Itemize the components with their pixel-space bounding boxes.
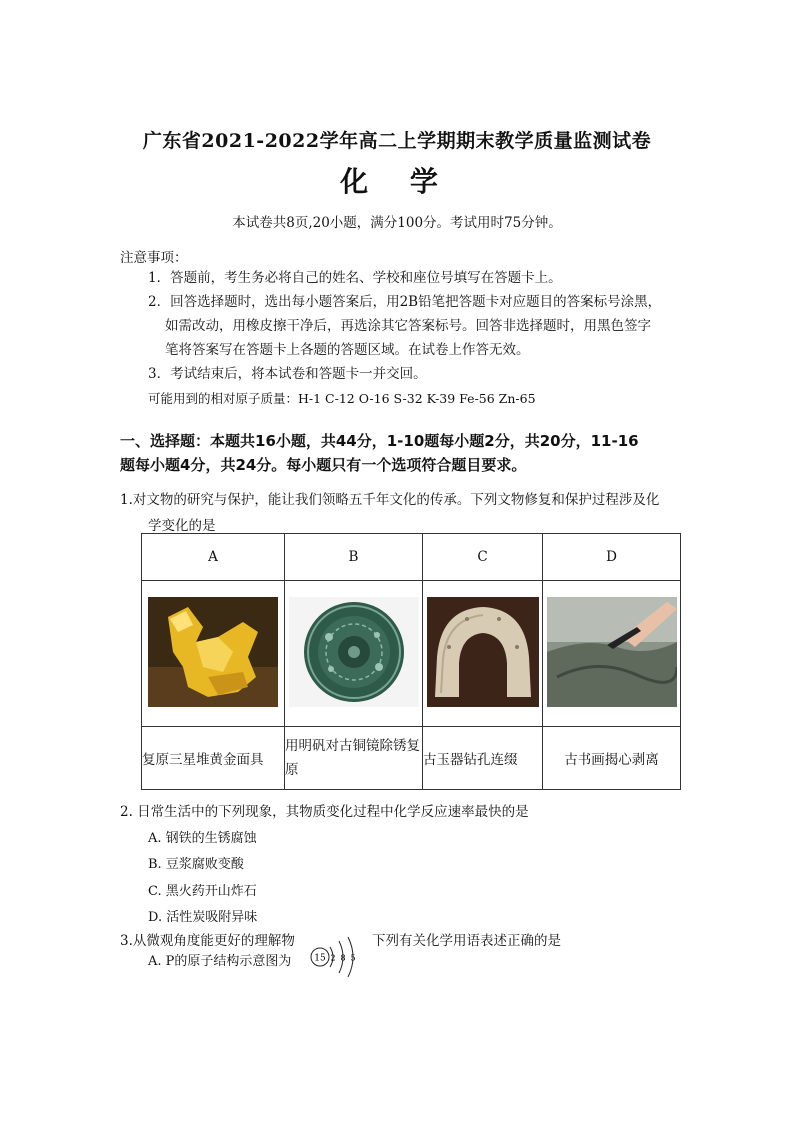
caption-d: 古书画揭心剥离	[543, 727, 681, 790]
exam-info: 本试卷共8页,20小题，满分100分。考试用时75分钟。	[232, 215, 562, 231]
painting-restoration-image	[547, 597, 677, 707]
shell-electrons: 2	[330, 953, 336, 963]
gold-mask-image	[148, 597, 278, 707]
note-item: 2．回答选择题时，选出每小题答案后，用2B铅笔把答题卡对应题目的答案标号涂黑，	[148, 294, 662, 310]
section-line: 题每小题4分，共24分。每小题只有一个选项符合题目要求。	[120, 456, 527, 474]
notes-heading: 注意事项：	[120, 250, 188, 266]
col-a: A	[142, 534, 285, 581]
caption-b: 用明矾对古铜镜除锈复原	[285, 727, 423, 790]
col-b: B	[285, 534, 423, 581]
note-item: 3．考试结束后，将本试卷和答题卡一并交回。	[148, 366, 427, 382]
q3-option-a: A. P的原子结构示意图为	[148, 954, 292, 969]
subject-title: 化 学	[340, 165, 454, 198]
q1-stem-cont: 学变化的是	[148, 518, 216, 534]
col-c: C	[423, 534, 543, 581]
nucleus-charge: 15	[314, 953, 326, 964]
q1-table	[141, 533, 681, 790]
jade-ring-image	[427, 597, 539, 707]
q2-option-d: D. 活性炭吸附异味	[148, 910, 258, 925]
shell-electrons: 5	[350, 953, 356, 963]
p-atom-structure-diagram	[306, 934, 366, 980]
q2-option-b: B. 豆浆腐败变酸	[148, 857, 244, 872]
q2-option-c: C. 黑火药开山炸石	[148, 884, 257, 899]
note-item: 1．答题前，考生务必将自己的姓名、学校和座位号填写在答题卡上。	[148, 270, 562, 286]
caption-c: 古玉器钻孔连缀	[423, 727, 543, 790]
q3-stem-end: 下列有关化学用语表述正确的是	[372, 933, 561, 949]
q3-stem-start: 3.从微观角度能更好的理解物	[120, 933, 295, 949]
atomic-masses: 可能用到的相对原子质量：H-1 C-12 O-16 S-32 K-39 Fe-56 Zn-65	[148, 391, 536, 406]
note-item: 笔将答案写在答题卡上各题的答题区域。在试卷上作答无效。	[165, 342, 530, 358]
exam-title: 广东省2021-2022学年高二上学期期末教学质量监测试卷	[142, 130, 652, 152]
section-heading	[120, 429, 680, 477]
q1-stem: 1.对文物的研究与保护，能让我们领略五千年文化的传承。下列文物修复和保护过程涉及化	[120, 492, 660, 508]
bronze-mirror-image	[289, 597, 419, 707]
note-item: 如需改动，用橡皮擦干净后，再选涂其它答案标号。回答非选择题时，用黑色签字	[165, 318, 651, 334]
shell-electrons: 8	[340, 953, 346, 963]
q2-stem: 2. 日常生活中的下列现象，其物质变化过程中化学反应速率最快的是	[120, 804, 529, 820]
caption-a: 复原三星堆黄金面具	[142, 727, 285, 790]
q2-option-a: A. 钢铁的生锈腐蚀	[148, 831, 257, 846]
section-line: 一、选择题：本题共16小题，共44分，1-10题每小题2分，共20分，11-16	[120, 432, 639, 450]
col-d: D	[543, 534, 681, 581]
